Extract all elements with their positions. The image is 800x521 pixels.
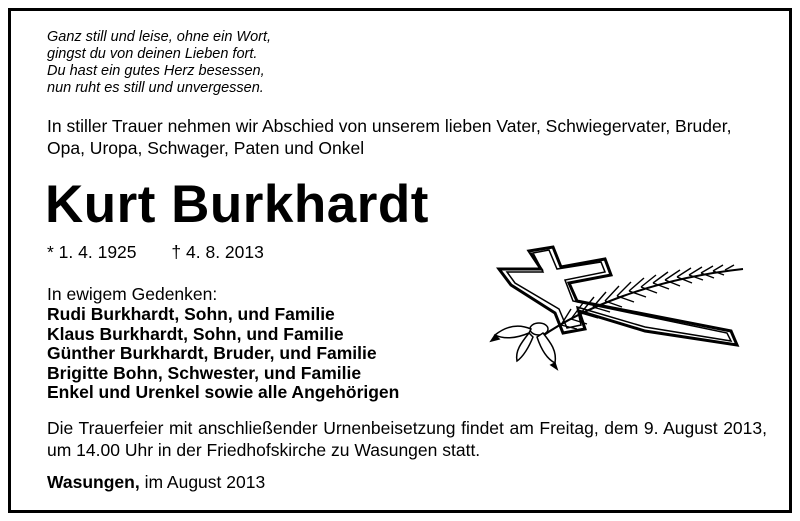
memorial-heading: In ewigem Gedenken: [47,284,218,304]
poem-line: Ganz still und leise, ohne ein Wort, [47,29,272,45]
place-and-date [47,471,265,493]
mourners-list [47,305,399,403]
poem-line: nun ruht es still und unvergessen. [47,80,264,96]
ribbon-bow-icon [491,323,557,369]
poem-line: gingst du von deinen Lieben fort. [47,46,258,62]
place-date: im August 2013 [144,472,266,492]
death-date: † 4. 8. 2013 [171,242,264,262]
mourner-line: Klaus Burkhardt, Sohn, und Familie [47,323,344,344]
obituary-notice [8,8,792,513]
intro-text: In stiller Trauer nehmen wir Abschied von unserem lieben Vater, Schwiegervater, Bruder, Opa, Uropa, Schwager, Paten und Onkel [47,116,732,158]
mourner-line: Günther Burkhardt, Bruder, und Familie [47,343,377,363]
mourner-line: Brigitte Bohn, Schwester, und Familie [47,362,362,383]
place-city: Wasungen, [47,472,140,492]
mourner-line: Rudi Burkhardt, Sohn, und Familie [47,304,335,324]
birth-date: * 1. 4. 1925 [47,242,137,262]
cross-with-palm-frond-icon [481,239,753,371]
life-dates [47,241,264,263]
deceased-name: Kurt Burkhardt [45,175,429,234]
mourner-line: Enkel und Urenkel sowie alle Angehörigen [47,382,400,402]
poem-line: Du hast ein gutes Herz besessen, [47,63,265,79]
poem [47,29,271,97]
service-info: Die Trauerfeier mit anschließender Urnenbeisetzung findet am Freitag, dem 9. August 2013, um 14.00 Uhr in der Friedhofskirche zu Wasungen statt. [47,418,767,460]
